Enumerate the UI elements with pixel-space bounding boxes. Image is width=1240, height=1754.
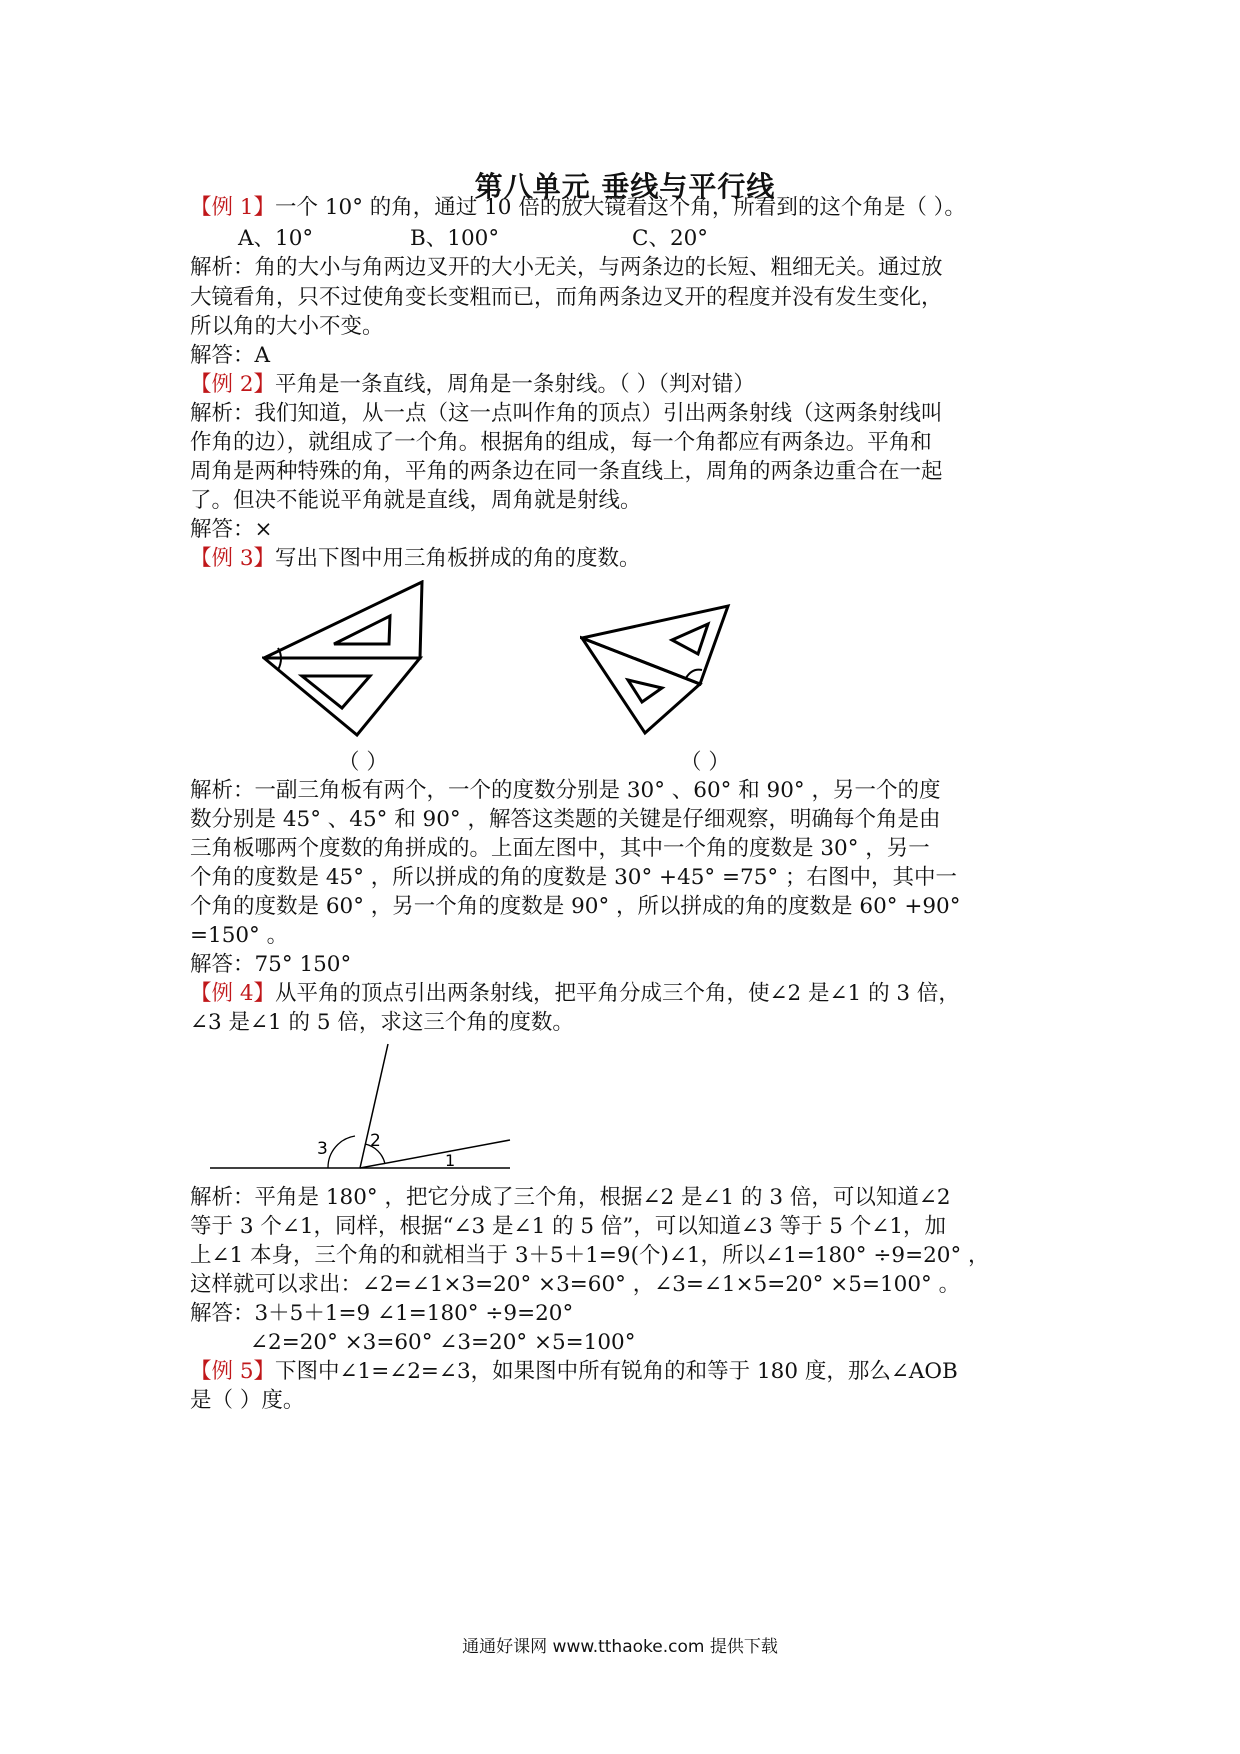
option-c: C、20° <box>632 226 709 251</box>
example-3-tag: 【例 3】 <box>190 546 276 571</box>
footer-credit: 通通好课网 www.tthaoke.com 提供下载 <box>462 1637 778 1657</box>
example-4-answer: 解答：3＋5＋1=9 ∠1=180° ÷9=20° <box>190 1301 574 1326</box>
example-3-answer: 解答：75° 150° <box>190 952 352 977</box>
example-3-text: 写出下图中用三角板拼成的角的度数。 <box>275 546 641 571</box>
example-4-question-cont: ∠3 是∠1 的 5 倍，求这三个角的度数。 <box>190 1010 574 1035</box>
example-5-text: 下图中∠1=∠2=∠3，如果图中所有锐角的和等于 180 度，那么∠AOB <box>275 1359 958 1384</box>
answer-blank-left: （ ） <box>338 750 388 775</box>
example-1-question <box>190 191 1060 224</box>
option-a: A、10° <box>238 226 314 251</box>
example-1-analysis-line: 所以角的大小不变。 <box>190 314 384 339</box>
example-2-text: 平角是一条直线，周角是一条射线。（ ）（判对错） <box>275 372 755 397</box>
example-2-analysis-line: 了。但决不能说平角就是直线，周角就是射线。 <box>190 488 642 513</box>
example-3-analysis-line: 个角的度数是 45° ，所以拼成的角的度数是 30° +45° =75° ；右图中，其中一 <box>190 865 957 890</box>
example-3-analysis-line: 解析：一副三角板有两个，一个的度数分别是 30° 、60° 和 90° ，另一个的度 <box>190 778 941 803</box>
angle-1-label: 1 <box>445 1151 456 1170</box>
example-2-analysis-line: 周角是两种特殊的角，平角的两条边在同一条直线上，周角的两条边重合在一起 <box>190 459 943 484</box>
example-4-tag: 【例 4】 <box>190 981 276 1006</box>
example-3-analysis-line: 个角的度数是 60° ，另一个角的度数是 90° ，所以拼成的角的度数是 60° +90° <box>190 894 961 919</box>
angle-3-label: 3 <box>317 1139 328 1159</box>
example-1-text: 一个 10° 的角，通过 10 倍的放大镜看这个角，所看到的这个角是（ ）。 <box>275 195 966 220</box>
example-2-answer: 解答：× <box>190 517 273 542</box>
example-3-analysis-line: 数分别是 45° 、45° 和 90° ，解答这类题的关键是仔细观察，明确每个角是由 <box>190 807 941 832</box>
answer-blank-right: （ ） <box>680 750 730 775</box>
example-3-analysis-line: 三角板哪两个度数的角拼成的。上面左图中，其中一个角的度数是 30° ，另一 <box>190 836 930 861</box>
example-3-question <box>190 542 1060 575</box>
angle-2-label: 2 <box>370 1131 381 1151</box>
example-1-analysis-line: 大镜看角，只不过使角变长变粗而已，而角两条边叉开的程度并没有发生变化， <box>190 285 943 310</box>
example-5-tag: 【例 5】 <box>190 1359 276 1384</box>
example-4-analysis-line: 这样就可以求出：∠2=∠1×3=20° ×3=60° ，∠3=∠1×5=20° ×5=100° 。 <box>190 1272 961 1297</box>
example-3-analysis-line: =150° 。 <box>190 923 289 948</box>
set-square-figure-left <box>262 580 462 740</box>
example-1-answer: 解答：A <box>190 343 271 368</box>
example-1-analysis-line: 解析：角的大小与角两边叉开的大小无关，与两条边的长短、粗细无关。通过放 <box>190 255 943 280</box>
example-4-analysis-line: 等于 3 个∠1，同样，根据“∠3 是∠1 的 5 倍”，可以知道∠3 等于 5 个∠1，加 <box>190 1214 946 1239</box>
example-4-text: 从平角的顶点引出两条射线，把平角分成三个角，使∠2 是∠1 的 3 倍， <box>275 981 960 1006</box>
set-square-figure-right <box>580 598 760 748</box>
example-4-answer-cont: ∠2=20° ×3=60° ∠3=20° ×5=100° <box>250 1330 636 1355</box>
example-5-question-cont: 是（ ）度。 <box>190 1388 305 1413</box>
page-title: 第八单元 垂线与平行线 <box>474 170 776 203</box>
example-2-tag: 【例 2】 <box>190 372 276 397</box>
option-b: B、100° <box>410 226 500 251</box>
example-2-analysis-line: 解析：我们知道，从一点（这一点叫作角的顶点）引出两条射线（这两条射线叫 <box>190 401 943 426</box>
straight-angle-figure <box>210 1040 530 1180</box>
document-page <box>190 0 1060 1754</box>
example-1-tag: 【例 1】 <box>190 195 276 220</box>
example-4-analysis-line: 上∠1 本身，三个角的和就相当于 3＋5＋1=9(个)∠1，所以∠1=180° ÷9=20° ， <box>190 1243 990 1268</box>
example-2-analysis-line: 作角的边），就组成了一个角。根据角的组成，每一个角都应有两条边。平角和 <box>190 430 932 455</box>
example-4-analysis-line: 解析：平角是 180° ，把它分成了三个角，根据∠2 是∠1 的 3 倍，可以知道∠2 <box>190 1185 951 1210</box>
